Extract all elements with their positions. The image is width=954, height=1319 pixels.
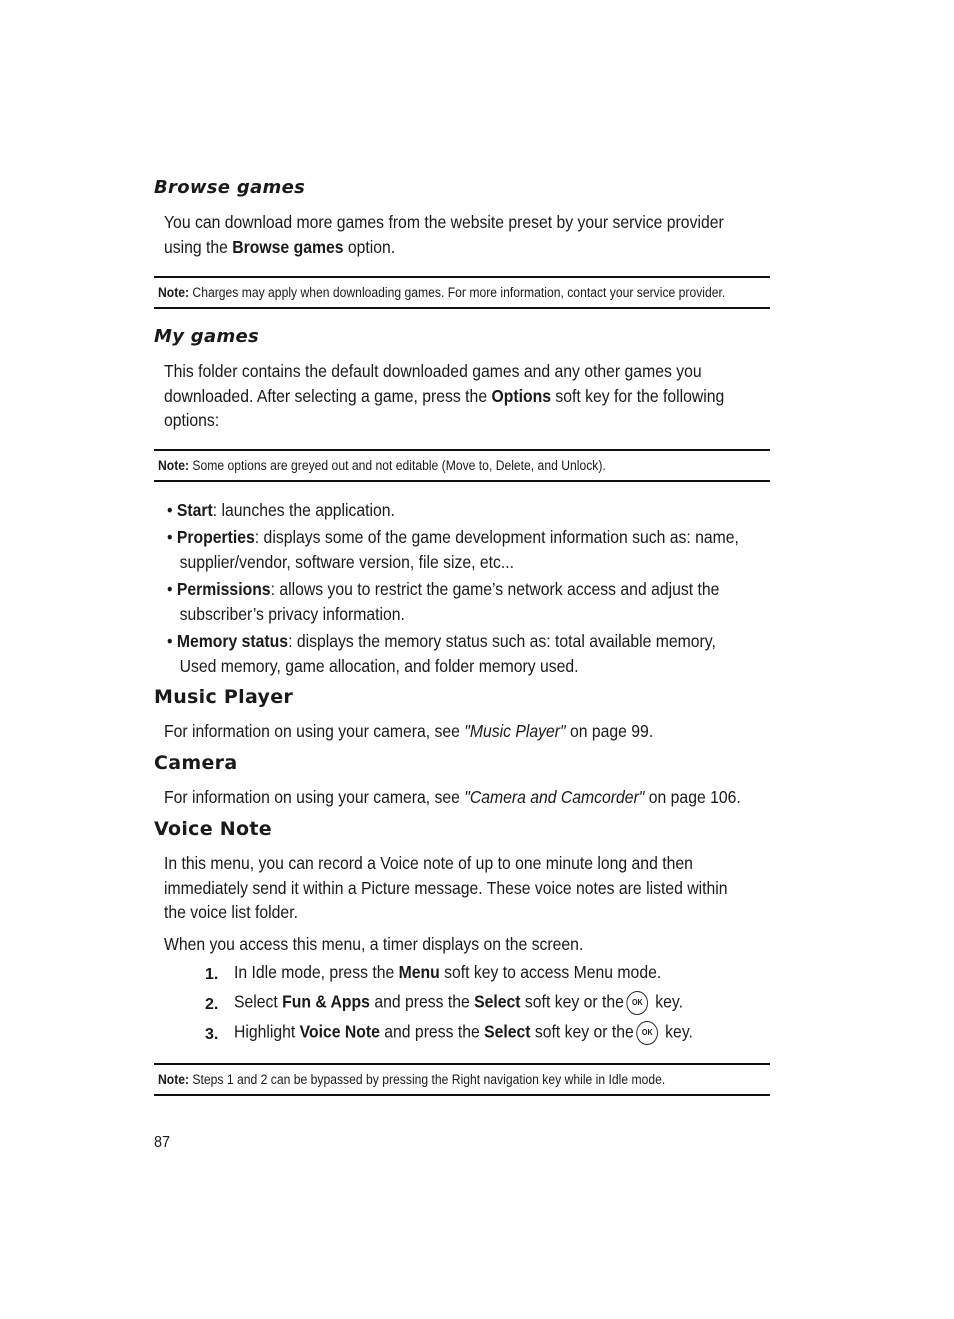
- voice-note-line3: the voice list folder.: [164, 902, 298, 922]
- step-text: Highlight: [234, 1021, 300, 1042]
- step-text: and press the: [379, 1021, 485, 1042]
- bullet-text: : allows you to restrict the game’s network access and adjust the: [270, 579, 720, 599]
- step-text: soft key to access Menu mode.: [439, 962, 662, 982]
- bullet-term: Start: [176, 500, 213, 520]
- bullet-text: : displays some of the game development information such as: name,: [254, 527, 739, 547]
- voice-note-line1: In this menu, you can record a Voice note of up to one minute long and then: [164, 853, 693, 873]
- browse-games-line1: You can download more games from the website preset by your service provider: [164, 212, 724, 232]
- note-charges: [154, 276, 770, 309]
- voice-note-paragraph: [164, 851, 728, 925]
- music-player-cross-reference[interactable]: "Music Player": [464, 721, 566, 741]
- my-games-line2-post: soft key for the following: [550, 385, 725, 406]
- camera-cross-reference[interactable]: "Camera and Camcorder": [464, 787, 645, 807]
- step-3: [234, 1021, 693, 1045]
- my-games-line2-pre: downloaded. After selecting a game, press the: [164, 385, 492, 406]
- step-text: key.: [660, 1021, 693, 1042]
- note-text: Charges may apply when downloading games. For more information, contact your service provider.: [189, 285, 726, 300]
- bullet-permissions: • Permissions: allows you to restrict the game’s network access and adjust the subscriber’s privacy information.: [167, 577, 719, 626]
- browse-games-heading: Browse games: [154, 177, 306, 198]
- voice-note-menu-name: Voice Note: [299, 1021, 380, 1042]
- browse-games-line2-post: option.: [343, 236, 396, 257]
- step-text: and press the: [369, 991, 475, 1012]
- step-number: 2.: [205, 996, 219, 1013]
- step-text: soft key or the: [520, 991, 624, 1012]
- note-label: Note:: [158, 285, 190, 300]
- my-games-heading: My games: [154, 326, 260, 347]
- fun-apps-menu-name: Fun & Apps: [282, 991, 370, 1012]
- bullet-text-continued: subscriber’s privacy information.: [179, 603, 405, 624]
- step-2: [234, 991, 683, 1015]
- music-player-text: For information on using your camera, see: [164, 721, 465, 741]
- note-greyed-options: [154, 449, 770, 482]
- camera-heading: Camera: [154, 752, 238, 774]
- camera-paragraph: [164, 785, 741, 810]
- step-text: key.: [650, 991, 683, 1012]
- music-player-page-ref: on page 99.: [565, 721, 654, 741]
- my-games-paragraph: [164, 359, 725, 433]
- step-number: 1.: [205, 966, 219, 983]
- options-key-name: Options: [491, 385, 551, 406]
- note-label: Note:: [158, 458, 190, 473]
- camera-page-ref: on page 106.: [644, 787, 741, 807]
- step-text: Select: [234, 991, 283, 1012]
- music-player-paragraph: [164, 719, 704, 744]
- voice-note-line2: immediately send it within a Picture message. These voice notes are listed within: [164, 877, 728, 898]
- note-text: Steps 1 and 2 can be bypassed by pressing the Right navigation key while in Idle mode.: [189, 1072, 666, 1087]
- bullet-text-continued: supplier/vendor, software version, file size, etc...: [179, 551, 515, 572]
- select-key-name: Select: [484, 1021, 531, 1042]
- note-label: Note:: [158, 1072, 190, 1087]
- bullet-memory-status: • Memory status: displays the memory status such as: total available memory, Used memory, game allocation, and folder memory used.: [167, 629, 716, 678]
- browse-games-paragraph: [164, 210, 724, 259]
- browse-games-line2-pre: using the: [164, 236, 233, 257]
- bullet-start: • Start: launches the application.: [167, 500, 395, 520]
- voice-note-heading: Voice Note: [154, 818, 272, 840]
- note-bypass-steps: [154, 1063, 770, 1096]
- bullet-term: Permissions: [176, 579, 271, 599]
- camera-text: For information on using your camera, see: [164, 787, 465, 807]
- my-games-line3: options:: [164, 410, 220, 430]
- bullet-properties: • Properties: displays some of the game development information such as: name, supplier/vendor, software version, file size, etc...: [167, 525, 739, 574]
- my-games-line1: This folder contains the default downloaded games and any other games you: [164, 361, 702, 381]
- bullet-term: Properties: [176, 527, 255, 547]
- ok-key-icon: OK: [637, 1021, 659, 1045]
- select-key-name: Select: [474, 991, 521, 1012]
- voice-note-timer-text: When you access this menu, a timer displays on the screen.: [164, 934, 584, 954]
- note-text: Some options are greyed out and not editable (Move to, Delete, and Unlock).: [189, 458, 606, 473]
- step-text: In Idle mode, press the: [234, 962, 399, 982]
- menu-key-name: Menu: [398, 962, 440, 982]
- bullet-text-continued: Used memory, game allocation, and folder memory used.: [179, 655, 579, 676]
- bullet-text: : launches the application.: [212, 500, 395, 520]
- browse-games-option-name: Browse games: [232, 236, 344, 257]
- bullet-term: Memory status: [176, 631, 289, 651]
- step-1: [234, 962, 661, 983]
- music-player-heading: Music Player: [154, 686, 294, 708]
- step-number: 3.: [205, 1026, 219, 1043]
- ok-key-icon: OK: [627, 991, 649, 1015]
- page-number: 87: [154, 1134, 171, 1151]
- bullet-text: : displays the memory status such as: total available memory,: [288, 631, 716, 651]
- step-text: soft key or the: [530, 1021, 634, 1042]
